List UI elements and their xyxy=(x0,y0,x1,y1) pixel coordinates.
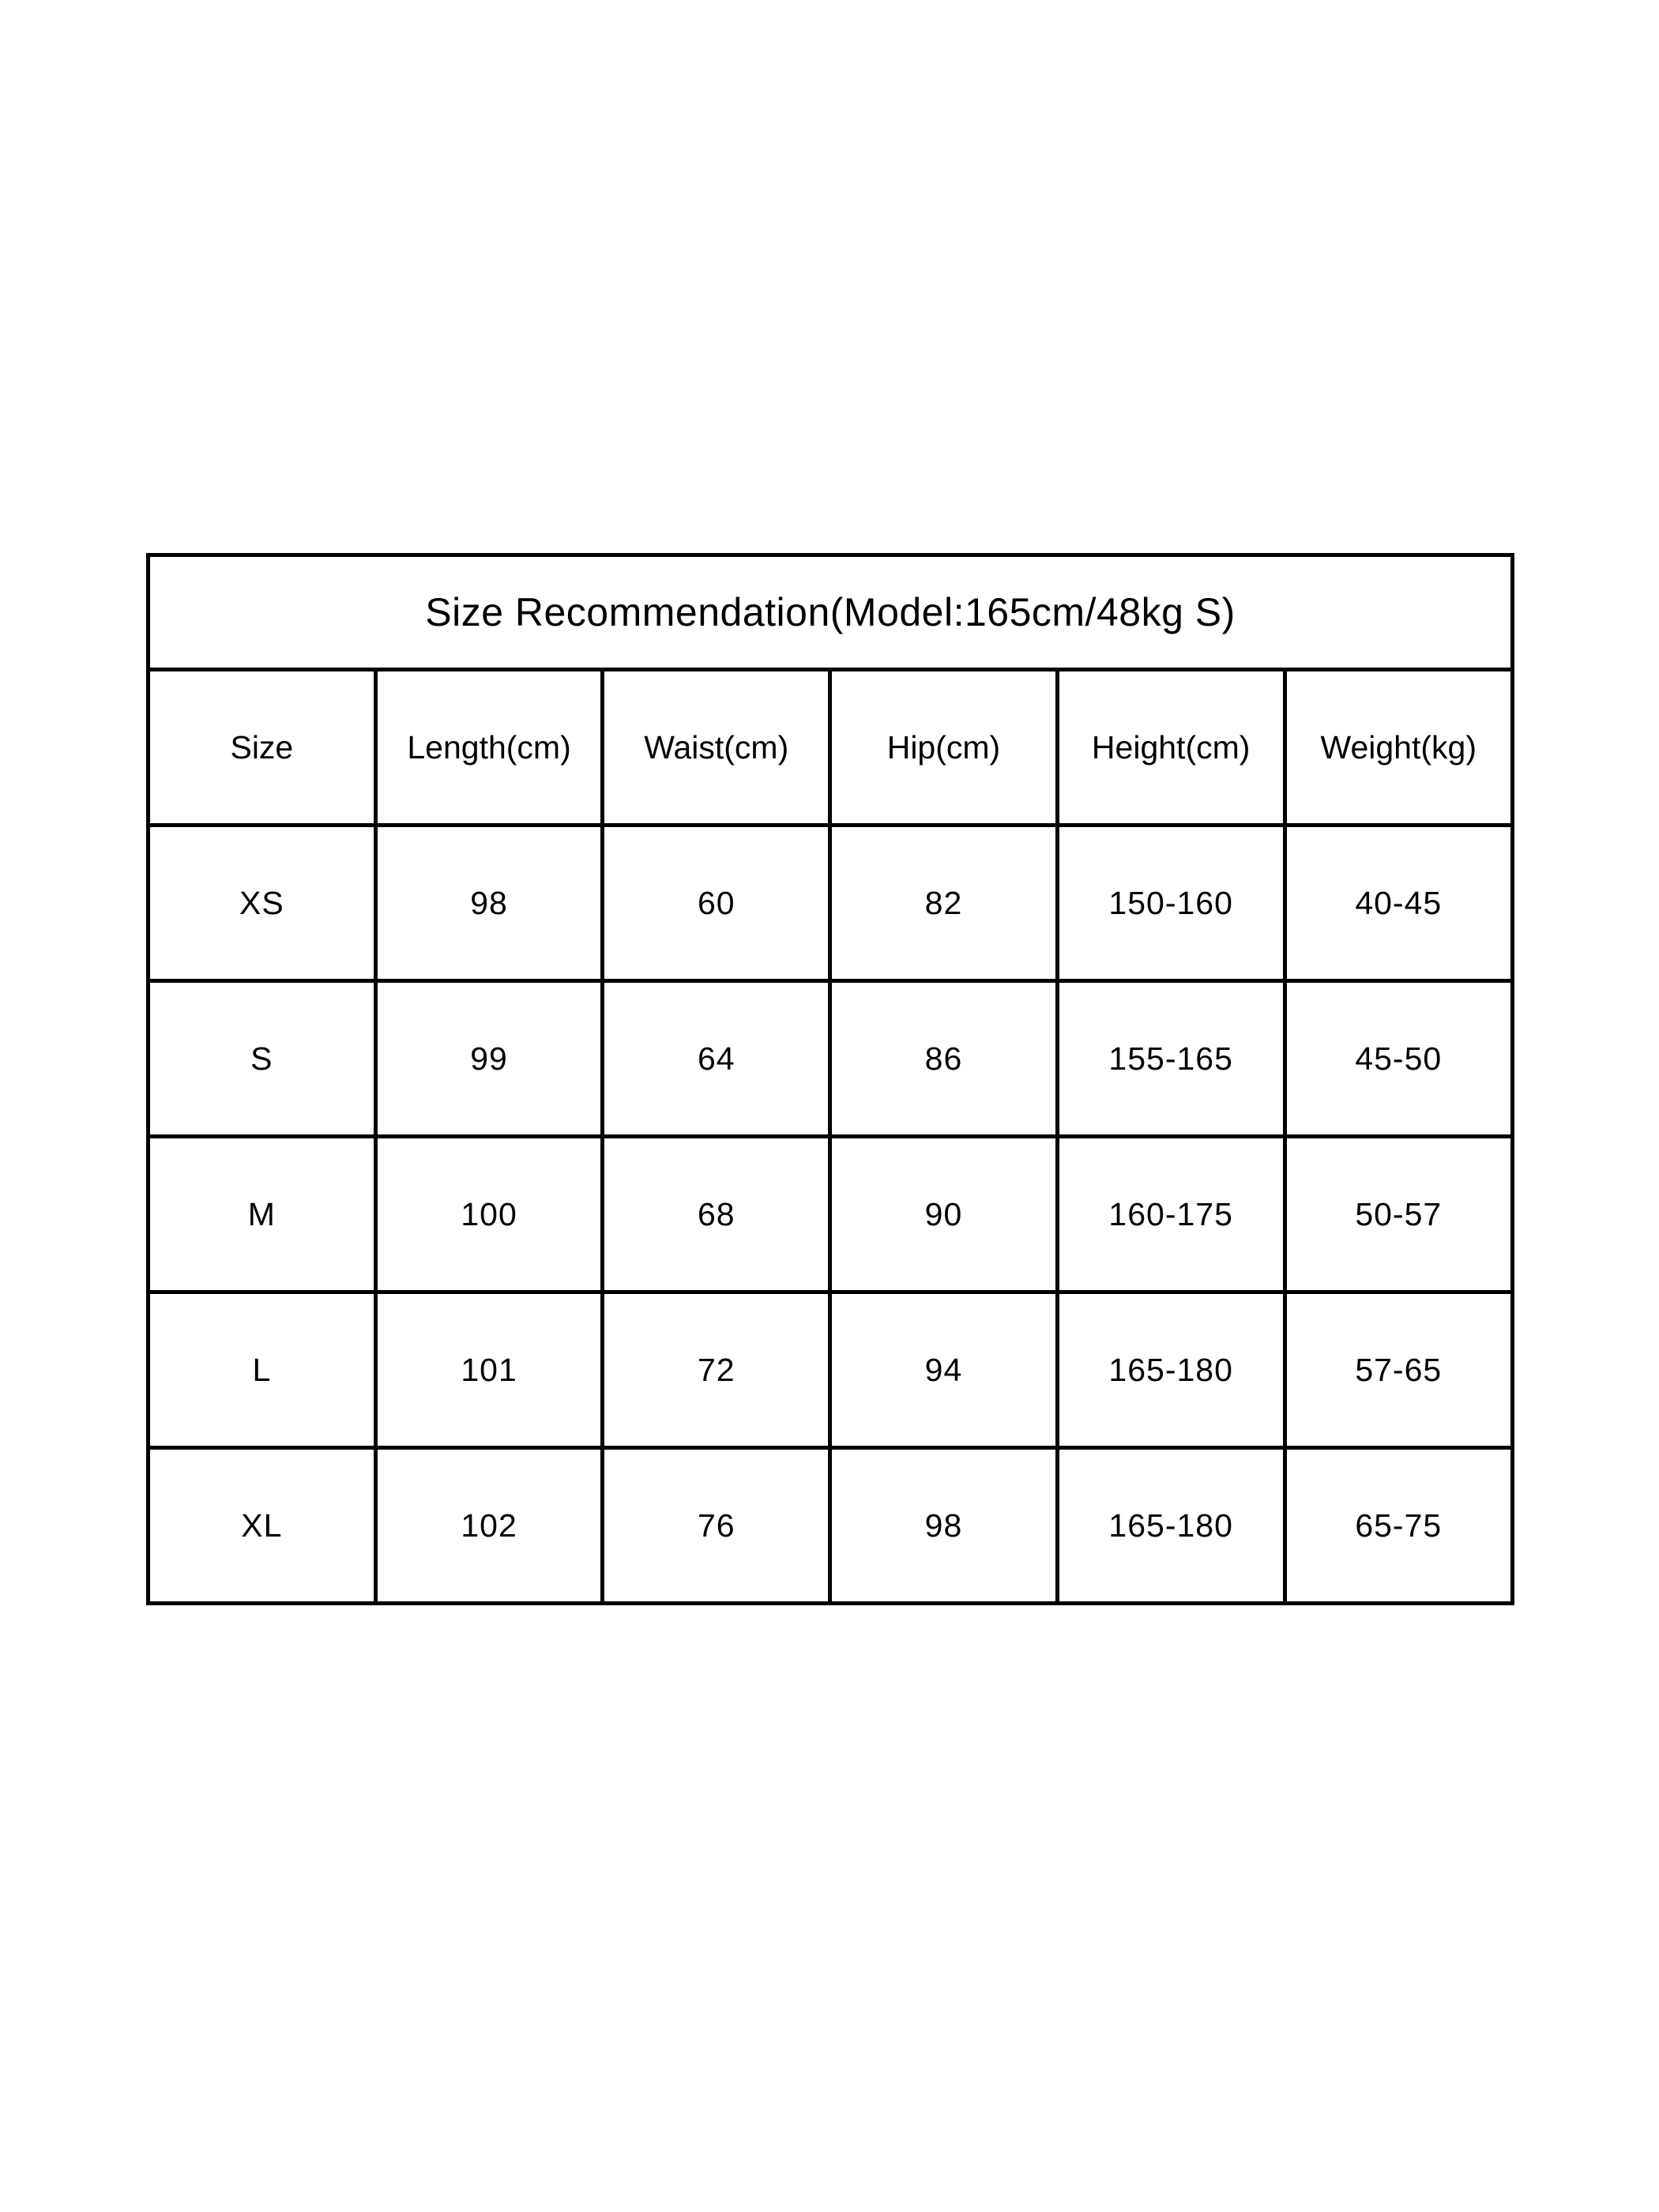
table-row xyxy=(149,1448,1513,1604)
cell-waist: 60 xyxy=(603,826,830,981)
cell-waist: 64 xyxy=(603,981,830,1137)
cell-weight: 45-50 xyxy=(1285,981,1512,1137)
table-title-row xyxy=(149,555,1513,670)
cell-length: 100 xyxy=(375,1137,603,1292)
cell-size: S xyxy=(149,981,376,1137)
cell-length: 102 xyxy=(375,1448,603,1604)
cell-height: 165-180 xyxy=(1057,1292,1285,1448)
cell-length: 99 xyxy=(375,981,603,1137)
cell-waist: 76 xyxy=(603,1448,830,1604)
header-weight: Weight(kg) xyxy=(1285,670,1512,826)
header-height: Height(cm) xyxy=(1057,670,1285,826)
size-recommendation-table xyxy=(146,553,1514,1605)
cell-weight: 50-57 xyxy=(1285,1137,1512,1292)
cell-size: L xyxy=(149,1292,376,1448)
cell-size: M xyxy=(149,1137,376,1292)
table-row xyxy=(149,1137,1513,1292)
cell-hip: 90 xyxy=(830,1137,1058,1292)
table-header-row xyxy=(149,670,1513,826)
cell-height: 165-180 xyxy=(1057,1448,1285,1604)
cell-length: 98 xyxy=(375,826,603,981)
cell-weight: 65-75 xyxy=(1285,1448,1512,1604)
cell-hip: 94 xyxy=(830,1292,1058,1448)
cell-height: 150-160 xyxy=(1057,826,1285,981)
table-row xyxy=(149,826,1513,981)
cell-height: 155-165 xyxy=(1057,981,1285,1137)
cell-hip: 98 xyxy=(830,1448,1058,1604)
table-row xyxy=(149,1292,1513,1448)
cell-size: XL xyxy=(149,1448,376,1604)
header-size: Size xyxy=(149,670,376,826)
cell-weight: 40-45 xyxy=(1285,826,1512,981)
cell-height: 160-175 xyxy=(1057,1137,1285,1292)
cell-hip: 86 xyxy=(830,981,1058,1137)
cell-waist: 68 xyxy=(603,1137,830,1292)
cell-weight: 57-65 xyxy=(1285,1292,1512,1448)
cell-hip: 82 xyxy=(830,826,1058,981)
header-hip: Hip(cm) xyxy=(830,670,1058,826)
cell-size: XS xyxy=(149,826,376,981)
cell-length: 101 xyxy=(375,1292,603,1448)
cell-waist: 72 xyxy=(603,1292,830,1448)
table-row xyxy=(149,981,1513,1137)
table-title: Size Recommendation(Model:165cm/48kg S) xyxy=(149,555,1513,670)
header-length: Length(cm) xyxy=(375,670,603,826)
header-waist: Waist(cm) xyxy=(603,670,830,826)
